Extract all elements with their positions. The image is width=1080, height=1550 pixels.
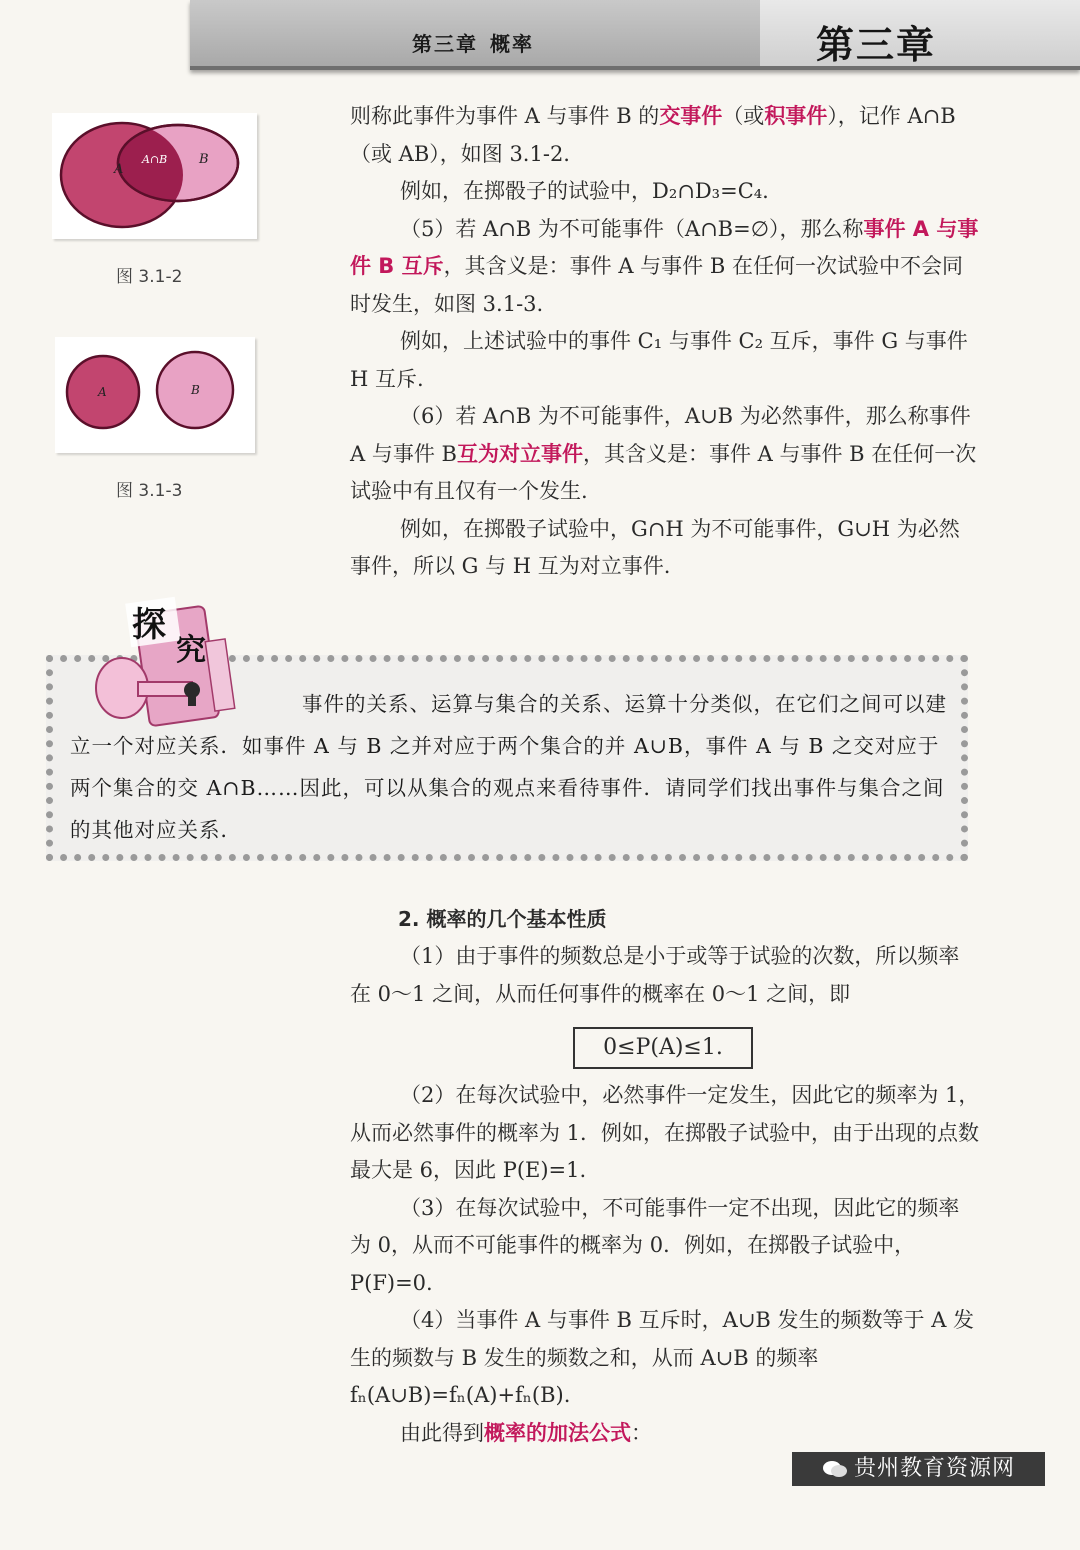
property-2: （2）在每次试验中，必然事件一定发生，因此它的频率为 1，从而必然事件的概率为 1．例如，在掷骰子试验中，由于出现的点数最大是 6，因此 P(E)=1. [350,1083,980,1182]
property-3: （3）在每次试验中，不可能事件一定不出现，因此它的频率为 0，从而不可能事件的概率为 0．例如，在掷骰子试验中，P(F)=0. [350,1195,960,1295]
explore-text: 事件的关系、运算与集合的关系、运算十分类似，在它们之间可以建立一个对应关系．如事件 A 与 B 之并对应于两个集合的并 A∪B，事件 A 与 B 之交对应于两个集合的交 A∩B……因此，可以从集合的观点来看待事件．请同学们找出事件与集合之间的其他对应关系． [70,692,947,842]
venn2-label-a: A [98,385,107,399]
section-title-probability-properties: 2. 概率的几个基本性质 [398,907,607,931]
chapter-subject: 概率 [490,32,534,56]
term-mutually-exclusive: 事件 A 与事件 B 互斥 [350,216,979,278]
watermark [792,1452,1045,1486]
figure-caption-2: 图 3.1-3 [116,481,183,501]
figure-mutually-exclusive [55,337,255,453]
paragraph-intersection: 则称此事件为事件 A 与事件 B 的交事件（或积事件），记作 A∩B（或 AB），如图 3.1-2. [350,104,956,166]
paragraph-complementary: （6）若 A∩B 为不可能事件，A∪B 为必然事件，那么称事件 A 与事件 B互为对立事件，其含义是：事件 A 与事件 B 在任何一次试验中有且仅有一个发生. [350,404,977,503]
venn-intersection-diagram [52,113,257,239]
running-header [412,28,534,57]
term-addition-formula: 概率的加法公式 [484,1420,631,1445]
section2-part1 [350,938,980,1013]
term-intersection-event: 交事件 [659,104,723,128]
venn1-label-b: B [199,152,209,167]
main-text-block [350,98,980,586]
explore-badge-char-1: 探 [132,605,166,645]
chapter-tab-title: 第三章 [816,23,937,67]
figure-intersection [52,113,257,239]
term-complementary-events: 互为对立事件 [456,441,583,466]
figure-caption-1: 图 3.1-2 [116,267,183,287]
venn-mutually-exclusive-diagram [55,337,255,453]
paragraph-example-1: 例如，在掷骰子的试验中，D₂∩D₃=C₄. [400,179,769,203]
venn1-label-a: A [114,162,124,177]
paragraph-mutually-exclusive: （5）若 A∩B 为不可能事件（A∩B=∅），那么称事件 A 与事件 B 互斥，其含义是：事件 A 与事件 B 在任何一次试验中不会同时发生，如图 3.1-3. [350,216,979,316]
venn2-label-b: B [191,383,200,397]
formula-probability-range: 0≤P(A)≤1. [573,1027,753,1069]
paragraph-example-3: 例如，在掷骰子试验中，G∩H 为不可能事件，G∪H 为必然事件，所以 G 与 H 互为对立事件. [350,516,960,578]
section2-part2 [350,1077,980,1452]
addition-formula-intro: 由此得到概率的加法公式： [400,1420,652,1445]
chapter-label: 第三章 [412,32,478,56]
watermark-text: 贵州教育资源网 [853,1456,1015,1481]
property-1: （1）由于事件的频数总是小于或等于试验的次数，所以频率在 0～1 之间，从而任何事件的概率在 0～1 之间，即 [350,944,960,1006]
paragraph-example-2: 例如，上述试验中的事件 C₁ 与事件 C₂ 互斥，事件 G 与事件 H 互斥. [350,329,968,391]
wechat-icon [822,1459,848,1479]
property-4: （4）当事件 A 与事件 B 互斥时，A∪B 发生的频数等于 A 发生的频数与 B 发生的频数之和，从而 A∪B 的频率 fₙ(A∪B)=fₙ(A)+fₙ(B). [350,1308,975,1407]
venn1-label-mid: A∩B [142,153,168,166]
explore-badge-char-2: 究 [176,633,206,668]
term-product-event: 积事件 [764,104,828,128]
